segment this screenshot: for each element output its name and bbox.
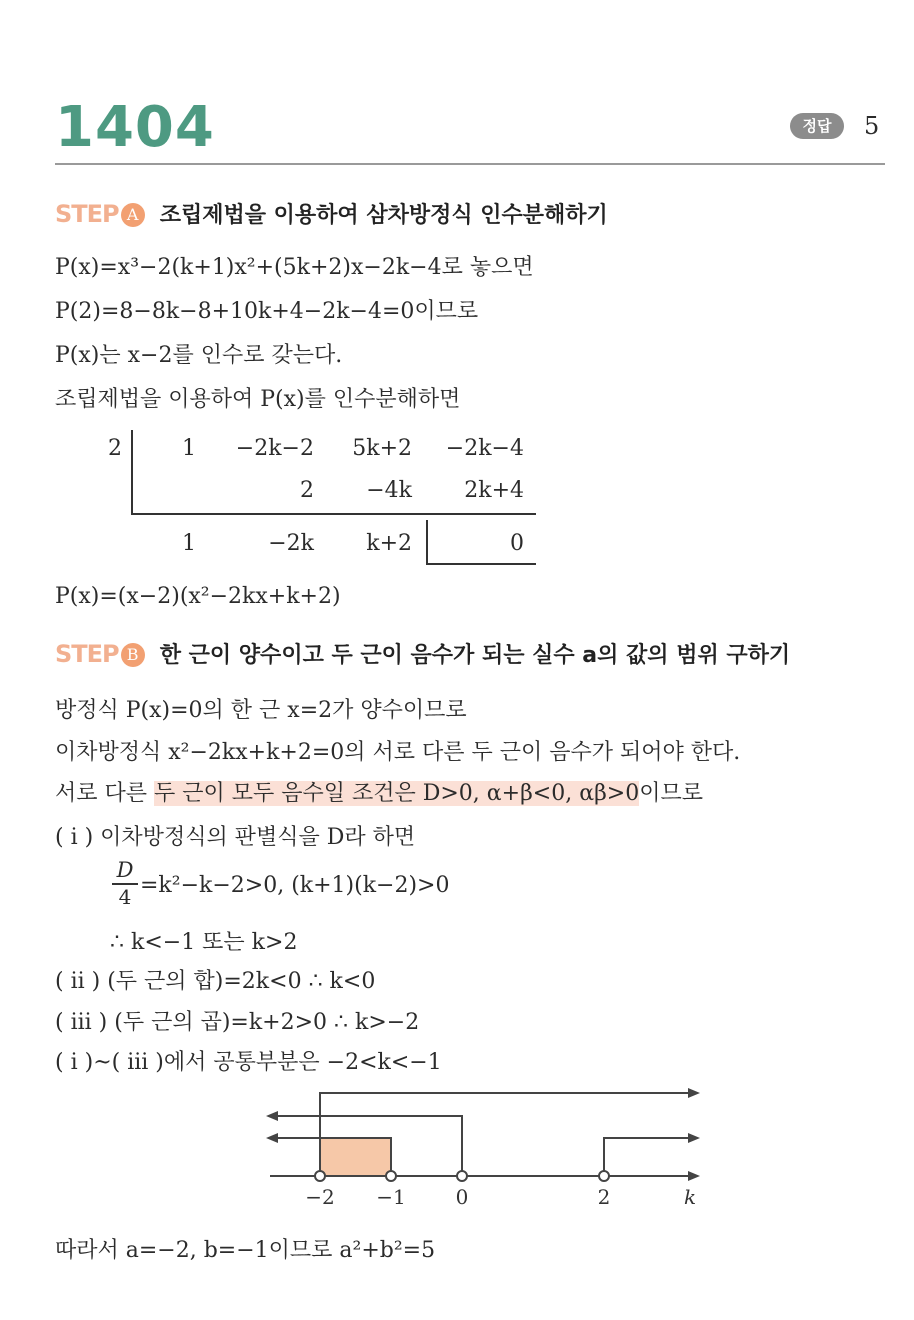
answer-value: 5 bbox=[864, 112, 880, 140]
syn-divisor: 2 bbox=[108, 436, 122, 461]
step-a-line-4: 조립제법을 이용하여 P(x)를 인수분해하면 bbox=[55, 387, 461, 412]
common-part: ( i )~( iii )에서 공통부분은 −2<k<−1 bbox=[55, 1050, 442, 1075]
common-region bbox=[320, 1138, 391, 1176]
fraction-numerator: D bbox=[116, 858, 134, 882]
open-point-neg2 bbox=[315, 1171, 325, 1181]
syn-r1-c4: −2k−4 bbox=[445, 436, 524, 461]
negative-roots-condition: 두 근이 모두 음수일 조건은 D>0, α+β<0, αβ>0 bbox=[154, 781, 640, 806]
syn-r2-c2: 2 bbox=[300, 478, 314, 503]
tick-label-neg2: −2 bbox=[305, 1185, 335, 1209]
step-b-line-2: 이차방정식 x²−2kx+k+2=0의 서로 다른 두 근이 음수가 되어야 한다. bbox=[55, 740, 741, 765]
step-b-line-1: 방정식 P(x)=0의 한 근 x=2가 양수이므로 bbox=[55, 698, 467, 723]
step-a-letter: A bbox=[121, 203, 145, 227]
case-2: ( ii ) (두 근의 합)=2k<0 ∴ k<0 bbox=[55, 969, 376, 994]
line3-prefix: 서로 다른 bbox=[55, 781, 154, 806]
step-a-line-2: P(2)=8−8k−8+10k+4−2k−4=0이므로 bbox=[55, 299, 479, 324]
step-b-label: STEP bbox=[55, 640, 119, 668]
step-a-line-1: P(x)=x³−2(k+1)x²+(5k+2)x−2k−4로 놓으면 bbox=[55, 255, 534, 280]
case-1-equation: =k²−k−2>0, (k+1)(k−2)>0 bbox=[140, 873, 450, 898]
answer-badge: 정답 bbox=[790, 113, 844, 139]
problem-number: 1404 bbox=[55, 95, 215, 160]
arrowhead-right-top bbox=[688, 1088, 700, 1098]
axis-variable-label: k bbox=[683, 1185, 697, 1209]
arrowhead-right-lower bbox=[688, 1133, 700, 1143]
fraction-denominator: 4 bbox=[118, 884, 132, 909]
tick-label-neg1: −1 bbox=[376, 1185, 406, 1209]
axis-arrowhead bbox=[688, 1171, 700, 1181]
range-k-gt-2 bbox=[604, 1138, 692, 1176]
case-1-heading: ( i ) 이차방정식의 판별식을 D라 하면 bbox=[55, 825, 416, 850]
case-3: ( iii ) (두 근의 곱)=k+2>0 ∴ k>−2 bbox=[55, 1010, 420, 1035]
arrowhead-left-lower bbox=[266, 1133, 278, 1143]
syn-r3-c3: k+2 bbox=[366, 531, 412, 556]
open-point-0 bbox=[457, 1171, 467, 1181]
syn-r1-c2: −2k−2 bbox=[235, 436, 314, 461]
case-1-therefore: ∴ k<−1 또는 k>2 bbox=[110, 930, 298, 955]
tick-label-2: 2 bbox=[597, 1185, 611, 1209]
syn-r3-c2: −2k bbox=[268, 531, 314, 556]
open-point-neg1 bbox=[386, 1171, 396, 1181]
syn-r1-c3: 5k+2 bbox=[352, 436, 412, 461]
arrowhead-left-upper bbox=[266, 1111, 278, 1121]
step-b-title: 한 근이 양수이고 두 근이 음수가 되는 실수 a의 값의 범위 구하기 bbox=[159, 643, 791, 668]
syn-r2-c4: 2k+4 bbox=[464, 478, 524, 503]
syn-r3-c1: 1 bbox=[182, 531, 196, 556]
syn-r2-c3: −4k bbox=[366, 478, 412, 503]
syn-r3-c4: 0 bbox=[510, 531, 524, 556]
step-a-line-3: P(x)는 x−2를 인수로 갖는다. bbox=[55, 343, 343, 368]
step-b-letter: B bbox=[121, 643, 145, 667]
conclusion: 따라서 a=−2, b=−1이므로 a²+b²=5 bbox=[55, 1238, 436, 1263]
tick-label-0: 0 bbox=[455, 1185, 469, 1209]
syn-r1-c1: 1 bbox=[182, 436, 196, 461]
step-a-result: P(x)=(x−2)(x²−2kx+k+2) bbox=[55, 584, 341, 609]
step-a-title: 조립제법을 이용하여 삼차방정식 인수분해하기 bbox=[159, 203, 608, 228]
open-point-2 bbox=[599, 1171, 609, 1181]
step-a-label: STEP bbox=[55, 200, 119, 228]
line3-suffix: 이므로 bbox=[639, 781, 703, 806]
